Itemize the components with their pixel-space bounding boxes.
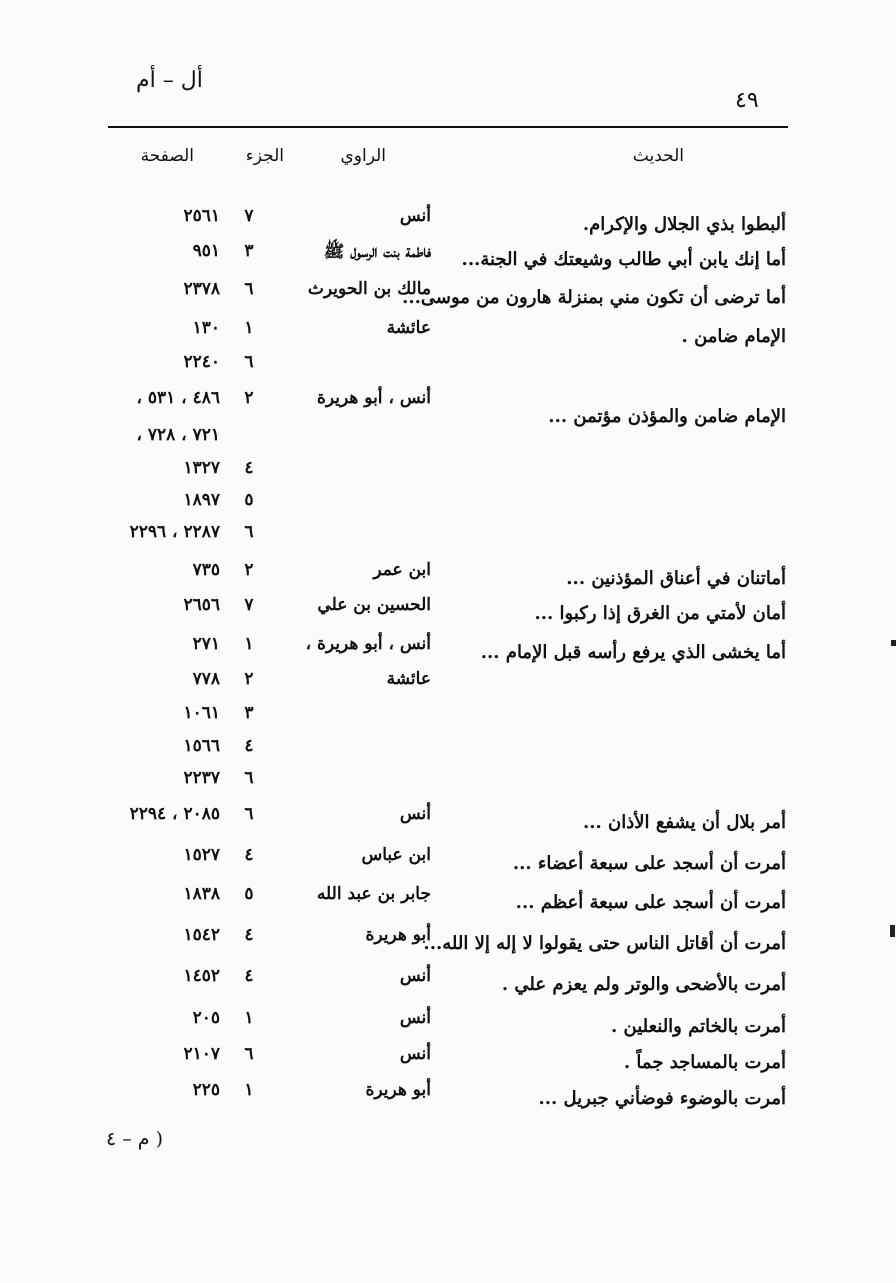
volume-number: ٧ bbox=[244, 595, 254, 615]
volume-number: ٦ bbox=[244, 352, 254, 372]
page-numbers: ٢٠٨٥ ، ٢٢٩٤ bbox=[129, 804, 220, 824]
page-number: ٤٩ bbox=[735, 88, 759, 113]
hadith-text: أمرت بالوضوء فوضأني جبريل ... bbox=[538, 1088, 786, 1109]
page-numbers: ١٥٢٧ bbox=[183, 845, 220, 865]
volume-number: ٣ bbox=[244, 703, 254, 723]
hadith-text: الإمام ضامن والمؤذن مؤتمن ... bbox=[548, 406, 786, 427]
narrator-name: أنس bbox=[399, 1044, 431, 1064]
volume-number: ١ bbox=[244, 1080, 254, 1100]
hadith-text: أمرت بالمساجد جماً . bbox=[623, 1052, 786, 1073]
hadith-text: أمرت أن أسجد على سبعة أعظم ... bbox=[515, 892, 786, 913]
page-numbers: ٢٦٥٦ bbox=[183, 595, 220, 615]
volume-number: ٤ bbox=[244, 458, 254, 478]
volume-number: ٤ bbox=[244, 736, 254, 756]
page-numbers: ١٥٦٦ bbox=[183, 736, 220, 756]
page-numbers: ١٠٦١ bbox=[183, 703, 220, 723]
volume-number: ٤ bbox=[244, 925, 254, 945]
page-numbers: ٢٢٤٠ bbox=[183, 352, 220, 372]
narrator-name: أنس bbox=[399, 206, 431, 226]
narrator-name: أنس ، أبو هريرة bbox=[317, 388, 431, 408]
narrator-name: أنس bbox=[399, 1008, 431, 1028]
page-numbers: ٢١٠٧ bbox=[183, 1044, 220, 1064]
narrator-name: عائشة bbox=[386, 669, 431, 689]
page-numbers: ٢٢٣٧ bbox=[183, 768, 220, 788]
volume-number: ١ bbox=[244, 318, 254, 338]
narrator-name: مالك بن الحويرث bbox=[307, 279, 431, 299]
column-header-hadith: الحديث bbox=[632, 146, 684, 166]
hadith-text: أما إنك يابن أبي طالب وشيعتك في الجنة... bbox=[461, 249, 786, 270]
column-header-narrator: الراوي bbox=[340, 146, 386, 166]
volume-number: ٤ bbox=[244, 966, 254, 986]
edge-mark bbox=[891, 640, 896, 646]
page-numbers: ١٤٥٢ bbox=[183, 966, 220, 986]
narrator-name: أنس bbox=[399, 966, 431, 986]
volume-number: ٦ bbox=[244, 804, 254, 824]
narrator-name: ابن عمر bbox=[373, 560, 431, 580]
volume-number: ٢ bbox=[244, 388, 254, 408]
header-letters: أل – أم bbox=[136, 68, 203, 93]
volume-number: ٢ bbox=[244, 560, 254, 580]
narrator-name: عائشة bbox=[386, 318, 431, 338]
hadith-text: أما يخشى الذي يرفع رأسه قبل الإمام ... bbox=[480, 642, 786, 663]
narrator-name: ابن عباس bbox=[361, 845, 431, 865]
volume-number: ٦ bbox=[244, 768, 254, 788]
page-numbers: ٢٥٦١ bbox=[183, 206, 220, 226]
page-numbers: ٤٨٦ ، ٥٣١ ، bbox=[136, 388, 220, 408]
edge-mark bbox=[890, 925, 895, 937]
hadith-text: أمان لأمتي من الغرق إذا ركبوا ... bbox=[534, 603, 786, 624]
page-numbers: ١٨٩٧ bbox=[183, 490, 220, 510]
narrator-name: أنس ، أبو هريرة ، bbox=[305, 634, 431, 654]
page-numbers: ٩٥١ bbox=[192, 241, 220, 261]
page-numbers: ١٨٣٨ bbox=[183, 884, 220, 904]
header-rule bbox=[108, 126, 788, 128]
page-numbers: ٢٢٨٧ ، ٢٢٩٦ bbox=[129, 522, 220, 542]
volume-number: ٥ bbox=[244, 884, 254, 904]
volume-number: ١ bbox=[244, 1008, 254, 1028]
footer-signature: ( م – ٤ bbox=[106, 1128, 164, 1150]
column-header-part: الجزء bbox=[245, 146, 284, 166]
page-numbers: ٧٧٨ bbox=[192, 669, 220, 689]
narrator-name: جابر بن عبد الله bbox=[316, 884, 431, 904]
column-header-page: الصفحة bbox=[140, 146, 194, 166]
page-numbers: ١٣٢٧ bbox=[183, 458, 220, 478]
narrator-name: أنس bbox=[399, 804, 431, 824]
volume-number: ٢ bbox=[244, 669, 254, 689]
hadith-text: أمرت أن أقاتل الناس حتى يقولوا لا إله إلا الله... bbox=[423, 933, 786, 954]
page-numbers: ١٣٠ bbox=[192, 318, 220, 338]
hadith-text: أمر بلال أن يشفع الأذان ... bbox=[582, 812, 786, 833]
volume-number: ٦ bbox=[244, 1044, 254, 1064]
page-numbers: ٧٣٥ bbox=[192, 560, 220, 580]
hadith-text: أمرت بالأضحى والوتر ولم يعزم علي . bbox=[501, 974, 786, 995]
page-numbers: ١٥٤٢ bbox=[183, 925, 220, 945]
volume-number: ٣ bbox=[244, 241, 254, 261]
volume-number: ٥ bbox=[244, 490, 254, 510]
narrator-name: أبو هريرة bbox=[365, 1080, 431, 1100]
page-numbers: ٢٢٥ bbox=[192, 1080, 220, 1100]
volume-number: ٦ bbox=[244, 279, 254, 299]
narrator-name: الحسين بن علي bbox=[317, 595, 431, 615]
page-numbers: ٢٧١ bbox=[192, 634, 220, 654]
page-numbers: ٧٢١ ، ٧٢٨ ، bbox=[136, 425, 220, 445]
page-numbers: ٢٣٧٨ bbox=[183, 279, 220, 299]
hadith-text: أمرت أن أسجد على سبعة أعضاء ... bbox=[512, 853, 786, 874]
volume-number: ٤ bbox=[244, 845, 254, 865]
volume-number: ١ bbox=[244, 634, 254, 654]
narrator-name: فاطمة بنت الرسول ﷺ bbox=[323, 242, 431, 262]
hadith-text: أماتنان في أعناق المؤذنين ... bbox=[566, 568, 786, 589]
hadith-text: أما ترضى أن تكون مني بمنزلة هارون من موسى... bbox=[402, 287, 786, 308]
volume-number: ٦ bbox=[244, 522, 254, 542]
hadith-text: ألبطوا بذي الجلال والإكرام. bbox=[582, 214, 786, 235]
page-numbers: ٢٠٥ bbox=[192, 1008, 220, 1028]
volume-number: ٧ bbox=[244, 206, 254, 226]
hadith-text: الإمام ضامن . bbox=[681, 326, 786, 347]
narrator-name: أبو هريرة bbox=[365, 925, 431, 945]
hadith-text: أمرت بالخاتم والنعلين . bbox=[610, 1016, 786, 1037]
